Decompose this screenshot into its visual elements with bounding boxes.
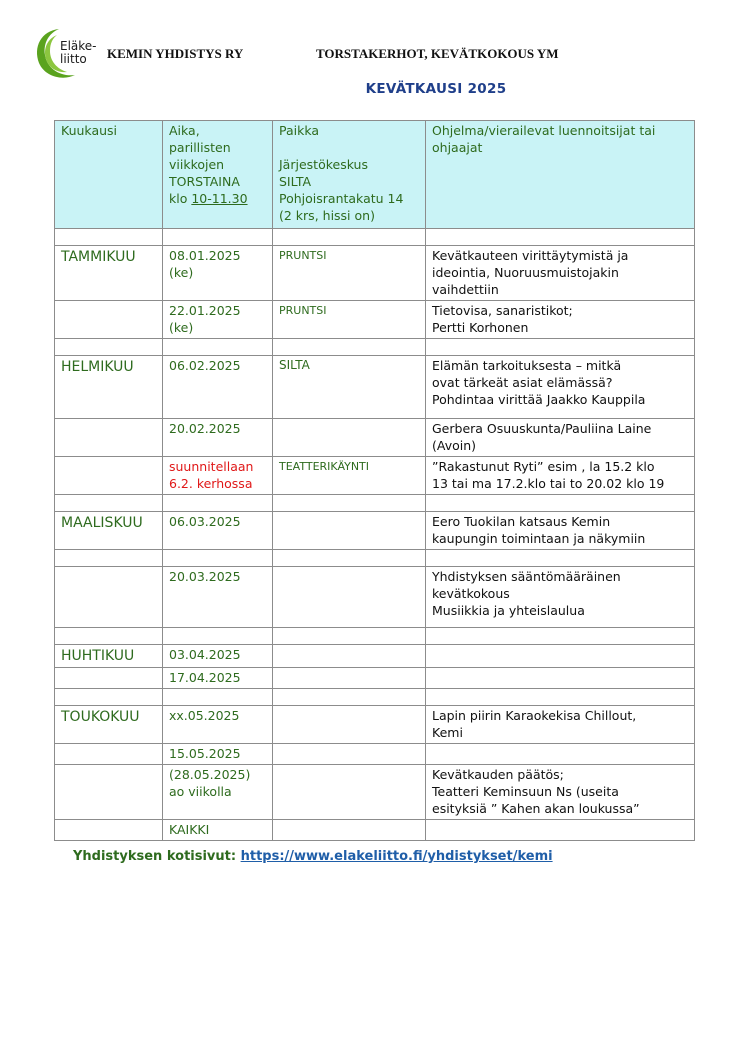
date-text: ao viikolla	[169, 784, 232, 799]
table-row	[55, 567, 695, 628]
program-cell	[426, 706, 695, 744]
month-cell	[55, 668, 163, 689]
place-cell	[273, 820, 426, 841]
program-cell	[426, 457, 695, 495]
spacer-row	[55, 339, 695, 356]
program-cell	[426, 419, 695, 457]
program-cell	[426, 512, 695, 550]
date-cell: 20.02.2025	[163, 419, 273, 457]
table-row	[55, 356, 695, 419]
date-cell: xx.05.2025	[163, 706, 273, 744]
month-cell: HUHTIKUU	[55, 645, 163, 668]
date-cell: 15.05.2025	[163, 744, 273, 765]
header-place-line: SILTA	[279, 174, 312, 189]
document-subtitle: TORSTAKERHOT, KEVÄTKOKOUS YM	[316, 46, 559, 61]
date-text: 08.01.2025	[169, 248, 241, 263]
day-text: (ke)	[169, 320, 194, 335]
date-cell	[163, 765, 273, 820]
table-header-row	[55, 121, 695, 229]
date-text: (28.05.2025)	[169, 767, 251, 782]
header-time-line	[169, 190, 267, 207]
program-cell	[426, 668, 695, 689]
logo-line-1: Eläke-	[60, 39, 97, 53]
place-cell: PRUNTSI	[273, 246, 426, 301]
logo-wordmark	[60, 40, 97, 66]
header-place-line: Paikka	[279, 123, 320, 138]
spacer-row	[55, 628, 695, 645]
program-line: ovat tärkeät asiat elämässä?	[432, 375, 613, 390]
program-line: Lapin piirin Karaokekisa Chillout,	[432, 708, 637, 723]
table-row	[55, 765, 695, 820]
footer	[73, 849, 553, 864]
date-text: suunnitellaan	[169, 459, 254, 474]
table-row	[55, 512, 695, 550]
header-month	[55, 121, 163, 229]
program-line: ”Rakastunut Ryti” esim , la 15.2 klo	[432, 459, 655, 474]
date-cell	[163, 457, 273, 495]
month-cell: MAALISKUU	[55, 512, 163, 550]
header-program	[426, 121, 695, 229]
program-line: Pertti Korhonen	[432, 320, 529, 335]
schedule-table	[54, 120, 695, 841]
logo-line-2: liitto	[60, 52, 87, 66]
spacer-row	[55, 229, 695, 246]
program-line: Musiikkia ja yhteislaulua	[432, 603, 585, 618]
month-cell: HELMIKUU	[55, 356, 163, 419]
header-place-line: Pohjoisrantakatu 14	[279, 191, 404, 206]
spacer-row	[55, 550, 695, 567]
program-line: Elämän tarkoituksesta – mitkä	[432, 358, 622, 373]
date-cell: 17.04.2025	[163, 668, 273, 689]
month-cell: TAMMIKUU	[55, 246, 163, 301]
date-text: 22.01.2025	[169, 303, 241, 318]
table-row	[55, 668, 695, 689]
elakeliitto-logo	[33, 25, 103, 81]
header-time-line: viikkojen	[169, 157, 225, 172]
month-cell: TOUKOKUU	[55, 706, 163, 744]
place-cell	[273, 744, 426, 765]
table-row	[55, 645, 695, 668]
program-line: kevätkokous	[432, 586, 510, 601]
program-line: (Avoin)	[432, 438, 477, 453]
table-row	[55, 457, 695, 495]
footer-label: Yhdistyksen kotisivut:	[73, 849, 241, 864]
program-cell	[426, 744, 695, 765]
header-time-prefix: klo	[169, 191, 192, 206]
date-cell: 03.04.2025	[163, 645, 273, 668]
month-cell	[55, 457, 163, 495]
program-cell	[426, 301, 695, 339]
program-cell	[426, 820, 695, 841]
program-line: esityksiä ” Kahen akan loukussa”	[432, 801, 640, 816]
program-cell	[426, 567, 695, 628]
table-row	[55, 744, 695, 765]
program-line: Teatteri Keminsuun Ns (useita	[432, 784, 619, 799]
place-cell: TEATTERIKÄYNTI	[273, 457, 426, 495]
header-place-line: Järjestökeskus	[279, 157, 368, 172]
program-cell	[426, 765, 695, 820]
date-cell	[163, 246, 273, 301]
month-cell	[55, 419, 163, 457]
place-cell	[273, 567, 426, 628]
month-cell	[55, 301, 163, 339]
place-cell	[273, 419, 426, 457]
organization-name: KEMIN YHDISTYS RY	[107, 46, 244, 61]
header-program-label: Ohjelma/vierailevat luennoitsijat tai ohjaajat	[432, 123, 656, 155]
place-cell	[273, 706, 426, 744]
day-text: (ke)	[169, 265, 194, 280]
place-cell: SILTA	[273, 356, 426, 419]
place-cell	[273, 765, 426, 820]
program-line: kaupungin toimintaan ja näkymiin	[432, 531, 646, 546]
header-time-line: parillisten	[169, 140, 231, 155]
date-cell: 06.02.2025	[163, 356, 273, 419]
place-cell	[273, 512, 426, 550]
header-place-line: (2 krs, hissi on)	[279, 208, 375, 223]
month-cell	[55, 765, 163, 820]
spacer-row	[55, 495, 695, 512]
program-cell: Kevätkauteen virittäytymistä ja ideointia, Nuoruusmuistojakin vaihdettiin	[426, 246, 695, 301]
place-cell	[273, 645, 426, 668]
spacer-row	[55, 689, 695, 706]
header-time-value: 10-11.30	[191, 191, 248, 206]
header-place	[273, 121, 426, 229]
season-title	[0, 81, 750, 97]
header-time	[163, 121, 273, 229]
program-line: Pohdintaa virittää Jaakko Kauppila	[432, 392, 646, 407]
program-line: Kevätkauden päätös;	[432, 767, 564, 782]
program-line: Yhdistyksen sääntömääräinen	[432, 569, 621, 584]
program-line: Kemi	[432, 725, 463, 740]
header-time-line: Aika,	[169, 123, 200, 138]
homepage-link[interactable]: https://www.elakeliitto.fi/yhdistykset/kemi	[240, 849, 553, 864]
month-cell	[55, 567, 163, 628]
program-line: Tietovisa, sanaristikot;	[432, 303, 573, 318]
program-line: 13 tai ma 17.2.klo tai to 20.02 klo 19	[432, 476, 665, 491]
program-line: Gerbera Osuuskunta/Pauliina Laine	[432, 421, 652, 436]
season-title-text: KEVÄTKAUSI 2025	[365, 81, 507, 97]
date-cell: KAIKKI	[163, 820, 273, 841]
table-row	[55, 246, 695, 301]
header-time-line: TORSTAINA	[169, 174, 240, 189]
program-cell	[426, 645, 695, 668]
date-cell	[163, 301, 273, 339]
month-cell	[55, 744, 163, 765]
date-cell: 20.03.2025	[163, 567, 273, 628]
header-month-label: Kuukausi	[61, 123, 118, 138]
table-row	[55, 706, 695, 744]
place-cell	[273, 668, 426, 689]
date-text: 6.2. kerhossa	[169, 476, 253, 491]
date-cell: 06.03.2025	[163, 512, 273, 550]
table-row	[55, 301, 695, 339]
month-cell	[55, 820, 163, 841]
table-row	[55, 419, 695, 457]
place-cell: PRUNTSI	[273, 301, 426, 339]
table-row	[55, 820, 695, 841]
program-cell	[426, 356, 695, 419]
program-line: Eero Tuokilan katsaus Kemin	[432, 514, 611, 529]
